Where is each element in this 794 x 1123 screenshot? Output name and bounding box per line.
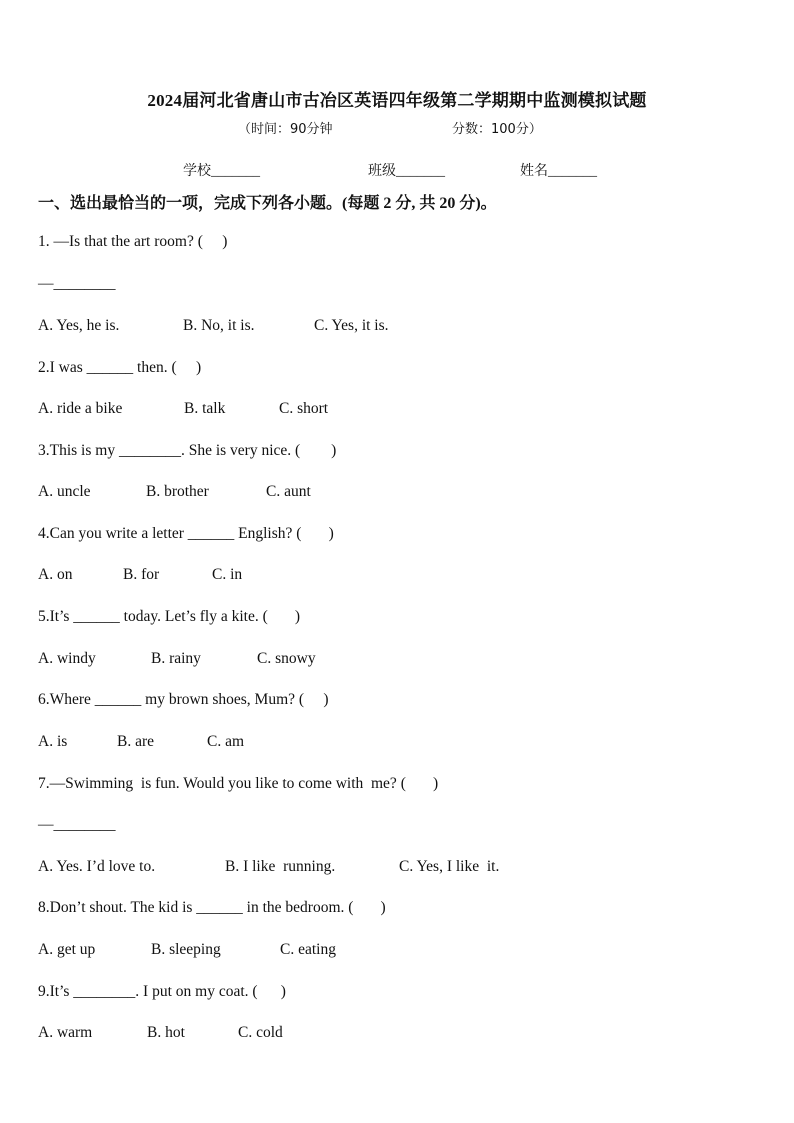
option-c: C. am xyxy=(207,733,245,750)
option-c: C. aunt xyxy=(266,483,311,500)
page-title: 2024届河北省唐山市古冶区英语四年级第二学期期中监测模拟试题 xyxy=(147,91,647,110)
name-field: 姓名_______ xyxy=(520,164,597,179)
school-field: 学校_______ xyxy=(183,164,260,179)
question-stem: 4.Can you write a letter ______ English? ( ) xyxy=(38,525,334,542)
question-stem: 9.It’s ________. I put on my coat. ( ) xyxy=(38,983,286,1000)
option-c: C. short xyxy=(279,400,329,417)
option-b: B. are xyxy=(117,733,155,750)
option-b: B. for xyxy=(123,566,160,583)
option-c: C. in xyxy=(212,566,243,583)
option-b: B. rainy xyxy=(151,650,201,667)
option-a: A. uncle xyxy=(38,483,91,500)
section-heading: 一、选出最恰当的一项，完成下列各小题。(每题 2 分, 共 20 分)。 xyxy=(38,195,497,212)
option-b: B. talk xyxy=(184,400,226,417)
option-a: A. Yes. I’d love to. xyxy=(38,858,156,875)
option-c: C. Yes, it is. xyxy=(314,317,389,334)
option-a: A. warm xyxy=(38,1024,93,1041)
option-c: C. Yes, I like it. xyxy=(399,858,500,875)
option-a: A. ride a bike xyxy=(38,400,123,417)
question-reply: —________ xyxy=(38,275,116,292)
option-c: C. eating xyxy=(280,941,336,958)
option-b: B. I like running. xyxy=(225,858,336,875)
option-a: A. Yes, he is. xyxy=(38,317,120,334)
option-c: C. cold xyxy=(238,1024,283,1041)
exam-score: 分数：100分） xyxy=(452,122,542,137)
class-field: 班级_______ xyxy=(368,164,445,179)
option-a: A. windy xyxy=(38,650,96,667)
exam-time: （时间：90分钟 xyxy=(238,122,333,137)
option-a: A. is xyxy=(38,733,68,750)
question-stem: 8.Don’t shout. The kid is ______ in the bedroom. ( ) xyxy=(38,899,386,916)
option-b: B. sleeping xyxy=(151,941,221,958)
option-a: A. on xyxy=(38,566,73,583)
option-b: B. brother xyxy=(146,483,209,500)
question-stem: 6.Where ______ my brown shoes, Mum? ( ) xyxy=(38,691,329,708)
question-stem: 2.I was ______ then. ( ) xyxy=(38,359,202,376)
question-stem: 7.—Swimming is fun. Would you like to come with me? ( ) xyxy=(38,775,439,792)
question-stem: 3.This is my ________. She is very nice. ( ) xyxy=(38,442,337,459)
question-stem: 5.It’s ______ today. Let’s fly a kite. ( ) xyxy=(38,608,301,625)
question-reply: —________ xyxy=(38,816,116,833)
option-c: C. snowy xyxy=(257,650,316,667)
question-stem: 1. —Is that the art room? ( ) xyxy=(38,233,228,250)
option-b: B. hot xyxy=(147,1024,185,1041)
option-a: A. get up xyxy=(38,941,96,958)
option-b: B. No, it is. xyxy=(183,317,255,334)
